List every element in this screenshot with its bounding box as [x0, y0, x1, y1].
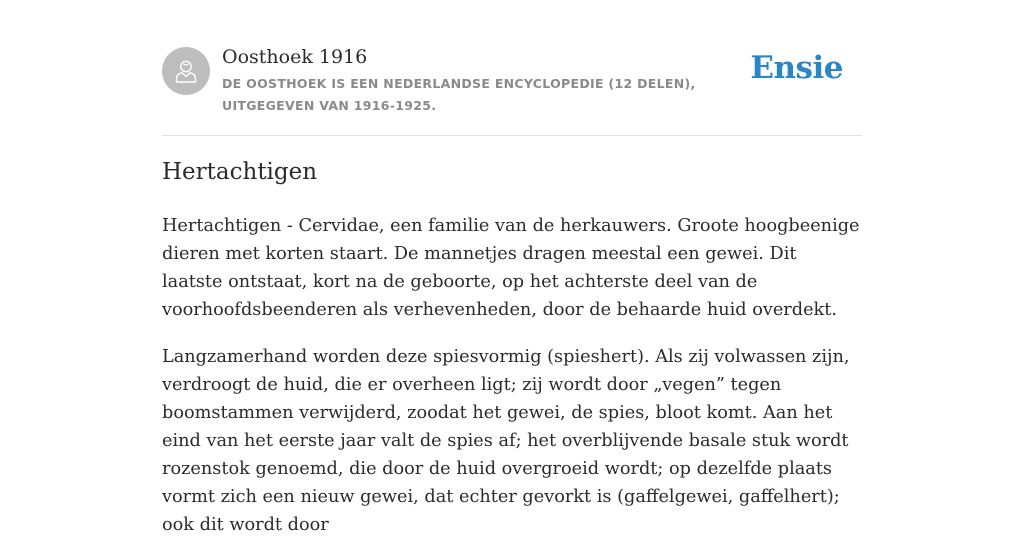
article-title: Hertachtigen	[162, 159, 318, 185]
source-avatar[interactable]	[162, 47, 210, 95]
source-title[interactable]: Oosthoek 1916	[222, 46, 368, 68]
article-paragraph: Langzamerhand worden deze spiesvormig (spieshert). Als zij volwassen zijn, verdroogt de huid, die er overheen ligt; zij wordt door „vegen” tegen boomstammen verwijderd, zoodat het gewei, de spies, bloot komt. Aan het eind van het eerste jaar valt de spies af; het overblijvende basale stuk wordt rozenstok genoemd, die door de huid overgroeid wordt; op dezelfde plaats vormt zich een nieuw gewei, dat echter gevorkt is (gaffelgewei, gaffelhert); ook dit wordt door	[162, 347, 850, 535]
source-header	[162, 0, 862, 136]
user-icon	[172, 57, 200, 85]
source-description: DE OOSTHOEK IS EEN NEDERLANDSE ENCYCLOPEDIE (12 DELEN), UITGEGEVEN VAN 1916-1925.	[222, 76, 696, 113]
article-paragraph: Hertachtigen - Cervidae, een familie van de herkauwers. Groote hoogbeenige dieren met korten staart. De mannetjes dragen meestal een gewei. Dit laatste ontstaat, kort na de geboorte, op het achterste deel van de voorhoofdsbeenderen als verhevenheden, door de behaarde huid overdekt.	[162, 216, 860, 320]
ensie-logo[interactable]: Ensie	[750, 50, 843, 86]
page-container	[162, 0, 862, 535]
